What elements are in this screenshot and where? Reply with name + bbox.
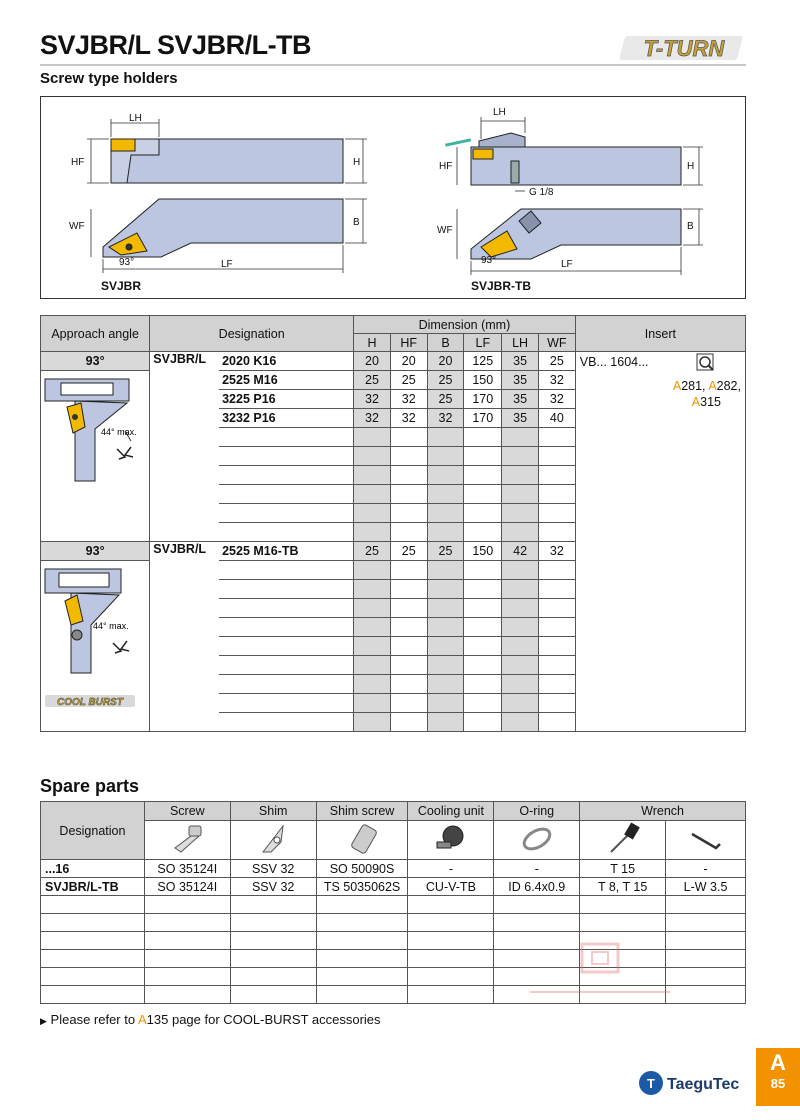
section-tab (756, 1048, 800, 1106)
table-cell: 32 (538, 371, 575, 390)
spare-row-0-designation: ...16 (41, 860, 145, 878)
group1-prefix: SVJBR/L (150, 352, 219, 542)
header-dimension: Dimension (mm) (354, 316, 576, 334)
group2-insert-illustration (41, 561, 141, 711)
header-approach-angle: Approach angle (41, 316, 150, 352)
drawing-label-svjbr-tb: SVJBR-TB (471, 279, 532, 293)
spare-header-o-ring: O-ring (494, 802, 580, 821)
note-ref-letter: A (138, 1012, 147, 1027)
insert-refs (580, 378, 741, 410)
section-tab-letter: A (770, 1050, 786, 1075)
group2-code-0: 2525 M16-TB (219, 542, 353, 561)
note-text-pre: Please refer to (50, 1012, 138, 1027)
table-cell: - (494, 860, 580, 878)
shim-icon (253, 822, 293, 856)
t-turn-logo (620, 33, 748, 63)
table-cell: 20 (390, 352, 427, 371)
cooling-unit-icon-cell (408, 821, 494, 860)
table-cell: 32 (354, 409, 391, 428)
table-cell: 25 (390, 371, 427, 390)
table-cell: 35 (502, 390, 539, 409)
table-cell: 35 (502, 352, 539, 371)
cool-burst-note (40, 1012, 381, 1027)
table-cell: T 15 (580, 860, 666, 878)
torx-wrench-icon (603, 822, 643, 856)
group1-code-3: 3232 P16 (219, 409, 353, 428)
group1-max-label: 44° max. (101, 427, 137, 437)
table-cell: 150 (464, 371, 502, 390)
dim-h-left: H (353, 157, 361, 168)
table-cell: L-W 3.5 (666, 878, 746, 896)
table-cell: 170 (464, 409, 502, 428)
spare-row-1-designation: SVJBR/L-TB (41, 878, 145, 896)
table-cell: 170 (464, 390, 502, 409)
t-turn-logo-text: T-TURN (643, 36, 725, 61)
table-cell: 25 (390, 542, 427, 561)
magnifier-icon (696, 353, 716, 373)
header-col-hf: HF (390, 334, 427, 352)
table-row (41, 878, 746, 896)
dim-angle-right: 93° (481, 255, 497, 266)
cooling-unit-icon (431, 822, 471, 856)
table-cell: 25 (427, 371, 464, 390)
ref-a281-num: 281, (681, 379, 709, 393)
shim-icon-cell (230, 821, 316, 860)
hex-wrench-icon-cell (666, 821, 746, 860)
torx-wrench-icon-cell (580, 821, 666, 860)
table-cell: 25 (538, 352, 575, 371)
svg-text:T: T (647, 1076, 655, 1091)
table-cell: SO 35124I (144, 878, 230, 896)
spare-header-shim-screw: Shim screw (316, 802, 408, 821)
table-cell: 32 (354, 390, 391, 409)
ref-a281-letter: A (672, 379, 682, 393)
taegutec-logo (637, 1068, 753, 1102)
table-cell: 125 (464, 352, 502, 371)
table-cell: 20 (427, 352, 464, 371)
dim-angle-left: 93° (119, 257, 135, 268)
holder-drawing (40, 96, 746, 299)
spare-header-screw: Screw (144, 802, 230, 821)
insert-cell (575, 352, 745, 732)
table-cell: 25 (427, 390, 464, 409)
table-row (41, 860, 746, 878)
header-designation: Designation (150, 316, 354, 352)
ref-a315-num: 315 (700, 395, 721, 409)
dim-wf-left: WF (69, 221, 85, 232)
coolant-jet (445, 138, 471, 146)
group1-code-1: 2525 M16 (219, 371, 353, 390)
group1-illustration-cell (41, 371, 150, 542)
table-row (41, 914, 746, 932)
ref-a282-num: 282, (716, 379, 741, 393)
table-cell: T 8, T 15 (580, 878, 666, 896)
o-ring-icon (517, 822, 557, 856)
dim-g-right: G 1/8 (529, 187, 554, 198)
table-cell: 42 (502, 542, 539, 561)
table-cell: 35 (502, 409, 539, 428)
table-cell: SSV 32 (230, 860, 316, 878)
holder-drawing-svg (41, 97, 747, 300)
header-col-lf: LF (464, 334, 502, 352)
group2-prefix: SVJBR/L (150, 542, 219, 732)
shim-screw-icon (342, 822, 382, 856)
spare-parts-title: Spare parts (40, 776, 140, 796)
dim-b-left: B (353, 217, 360, 228)
header-insert: Insert (575, 316, 745, 352)
dim-lf-left: LF (221, 259, 233, 270)
dim-h-right: H (687, 161, 695, 172)
group1-angle: 93° (41, 352, 150, 371)
spare-header-cooling-unit: Cooling unit (408, 802, 494, 821)
ref-a282-letter: A (708, 379, 717, 393)
table-cell: 32 (538, 542, 575, 561)
group1-insert-illustration (41, 371, 141, 491)
table-cell: 40 (538, 409, 575, 428)
table-cell: 25 (354, 542, 391, 561)
watermark-icon (520, 938, 680, 1018)
group2-illustration-cell (41, 561, 150, 732)
table-cell: CU-V-TB (408, 878, 494, 896)
page-title: SVJBR/L SVJBR/L-TB (40, 30, 312, 60)
header-col-lh: LH (502, 334, 539, 352)
group1-code-2: 3225 P16 (219, 390, 353, 409)
dim-wf-right: WF (437, 225, 453, 236)
table-cell: 25 (427, 542, 464, 561)
table-cell: ID 6.4x0.9 (494, 878, 580, 896)
table-cell: - (408, 860, 494, 878)
designation-table (40, 315, 746, 732)
group2-max-label: 44° max. (93, 621, 129, 631)
o-ring-icon-cell (494, 821, 580, 860)
table-cell: - (666, 860, 746, 878)
spare-header-shim: Shim (230, 802, 316, 821)
group1-code-0: 2020 K16 (219, 352, 353, 371)
table-cell: SSV 32 (230, 878, 316, 896)
screw-icon (167, 822, 207, 856)
ref-a315-letter: A (691, 395, 701, 409)
page-number: 85 (770, 1076, 786, 1091)
header-col-h: H (354, 334, 391, 352)
table-cell: TS 5035062S (316, 878, 408, 896)
table-cell: SO 35124I (144, 860, 230, 878)
dim-hf-right: HF (439, 161, 453, 172)
cool-burst-logo: COOL BURST (57, 697, 123, 708)
title-divider (40, 64, 746, 66)
table-cell: 35 (502, 371, 539, 390)
table-cell: 32 (390, 390, 427, 409)
table-cell: 32 (427, 409, 464, 428)
page-subtitle: Screw type holders (40, 70, 178, 87)
group2-angle: 93° (41, 542, 150, 561)
dim-hf-left: HF (71, 157, 85, 168)
table-cell: 20 (354, 352, 391, 371)
table-row (41, 896, 746, 914)
dim-lh-right: LH (493, 107, 506, 118)
header-col-wf: WF (538, 334, 575, 352)
taegutec-logo-text: TaeguTec (667, 1076, 740, 1093)
spare-header-designation: Designation (41, 802, 145, 860)
dim-lh-left: LH (129, 113, 142, 124)
table-cell: 150 (464, 542, 502, 561)
table-cell: 32 (390, 409, 427, 428)
dim-b-right: B (687, 221, 694, 232)
hex-wrench-icon (686, 822, 726, 856)
table-cell: 25 (354, 371, 391, 390)
insert-code: VB... 1604... (579, 355, 649, 369)
drawing-label-svjbr: SVJBR (101, 279, 142, 293)
table-cell: SO 50090S (316, 860, 408, 878)
spare-header-wrench: Wrench (580, 802, 746, 821)
table-cell: 32 (538, 390, 575, 409)
dim-lf-right: LF (561, 259, 573, 270)
bullet-arrow-icon: ▶ (40, 1016, 47, 1026)
note-text-post: 135 page for COOL-BURST accessories (146, 1012, 381, 1027)
shim-screw-icon-cell (316, 821, 408, 860)
header-col-b: B (427, 334, 464, 352)
screw-icon-cell (144, 821, 230, 860)
